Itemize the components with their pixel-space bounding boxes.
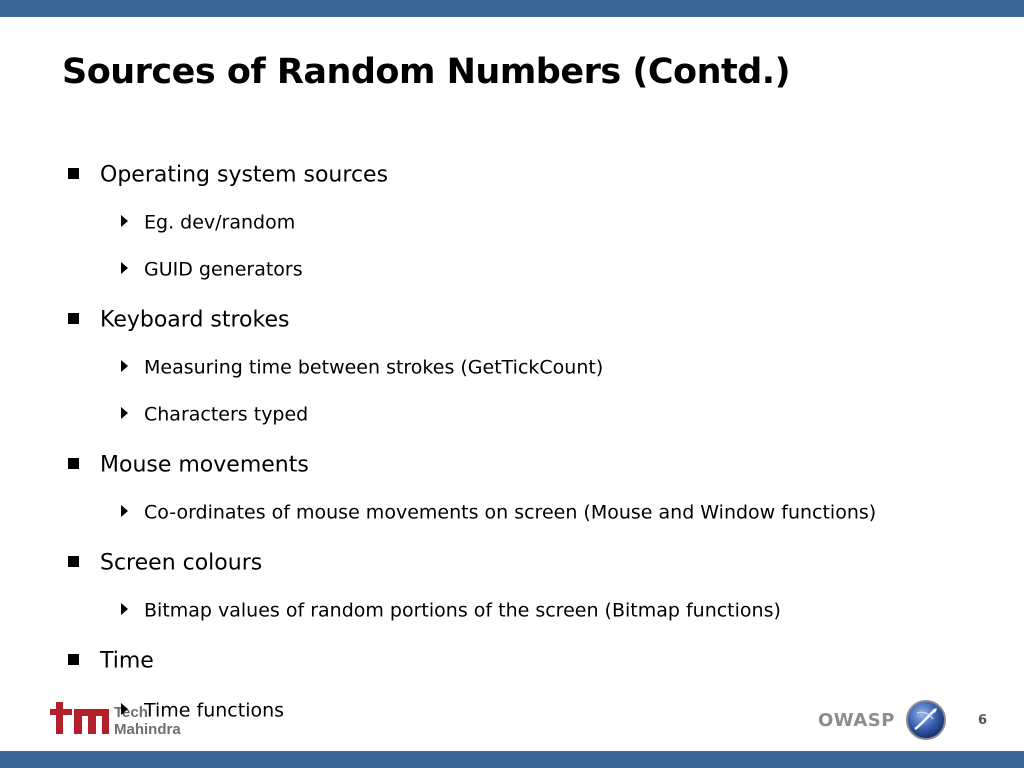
sub-bullet-text: Eg. dev/random xyxy=(144,211,296,234)
bullet-text: Operating system sources xyxy=(100,162,389,188)
logo-text-tech: Tech xyxy=(114,704,148,721)
sub-bullet-item xyxy=(121,211,295,234)
bullet-text: Screen colours xyxy=(100,550,263,576)
sub-bullet-item xyxy=(121,501,876,524)
sub-bullet-text: Co-ordinates of mouse movements on screen (Mouse and Window functions) xyxy=(144,501,877,524)
bullet-text: Mouse movements xyxy=(100,452,309,478)
triangle-bullet-icon xyxy=(121,407,128,419)
top-bar xyxy=(0,0,1024,17)
triangle-bullet-icon xyxy=(121,603,128,615)
page-number: 6 xyxy=(978,713,988,728)
bullet-item xyxy=(68,162,388,188)
owasp-label: OWASP xyxy=(818,710,895,731)
triangle-bullet-icon xyxy=(121,215,128,227)
triangle-bullet-icon xyxy=(121,262,128,274)
sub-bullet-text: Measuring time between strokes (GetTickCount) xyxy=(144,356,604,379)
square-bullet-icon xyxy=(68,458,79,469)
square-bullet-icon xyxy=(68,313,79,324)
sub-bullet-item xyxy=(121,599,781,622)
bullet-text: Keyboard strokes xyxy=(100,307,290,333)
bullet-item xyxy=(68,648,154,674)
owasp-globe-icon xyxy=(905,699,947,741)
tm-logo-mark xyxy=(50,702,109,734)
bullet-text: Time xyxy=(100,648,154,674)
triangle-bullet-icon xyxy=(121,505,128,517)
bullet-item xyxy=(68,452,309,478)
sub-bullet-item xyxy=(121,699,284,722)
bullet-item xyxy=(68,307,289,333)
logo-text-mahindra: Mahindra xyxy=(114,721,181,738)
sub-bullet-text: GUID generators xyxy=(144,258,303,281)
sub-bullet-item xyxy=(121,258,303,281)
square-bullet-icon xyxy=(68,168,79,179)
triangle-bullet-icon xyxy=(121,360,128,372)
triangle-bullet-icon xyxy=(121,703,128,715)
sub-bullet-text: Bitmap values of random portions of the screen (Bitmap functions) xyxy=(144,599,781,622)
sub-bullet-text: Characters typed xyxy=(144,403,309,426)
sub-bullet-item xyxy=(121,403,308,426)
sub-bullet-text: Time functions xyxy=(144,699,285,722)
square-bullet-icon xyxy=(68,654,79,665)
bullet-item xyxy=(68,550,262,576)
slide-title: Sources of Random Numbers (Contd.) xyxy=(62,52,791,92)
square-bullet-icon xyxy=(68,556,79,567)
sub-bullet-item xyxy=(121,356,603,379)
bottom-bar xyxy=(0,751,1024,768)
